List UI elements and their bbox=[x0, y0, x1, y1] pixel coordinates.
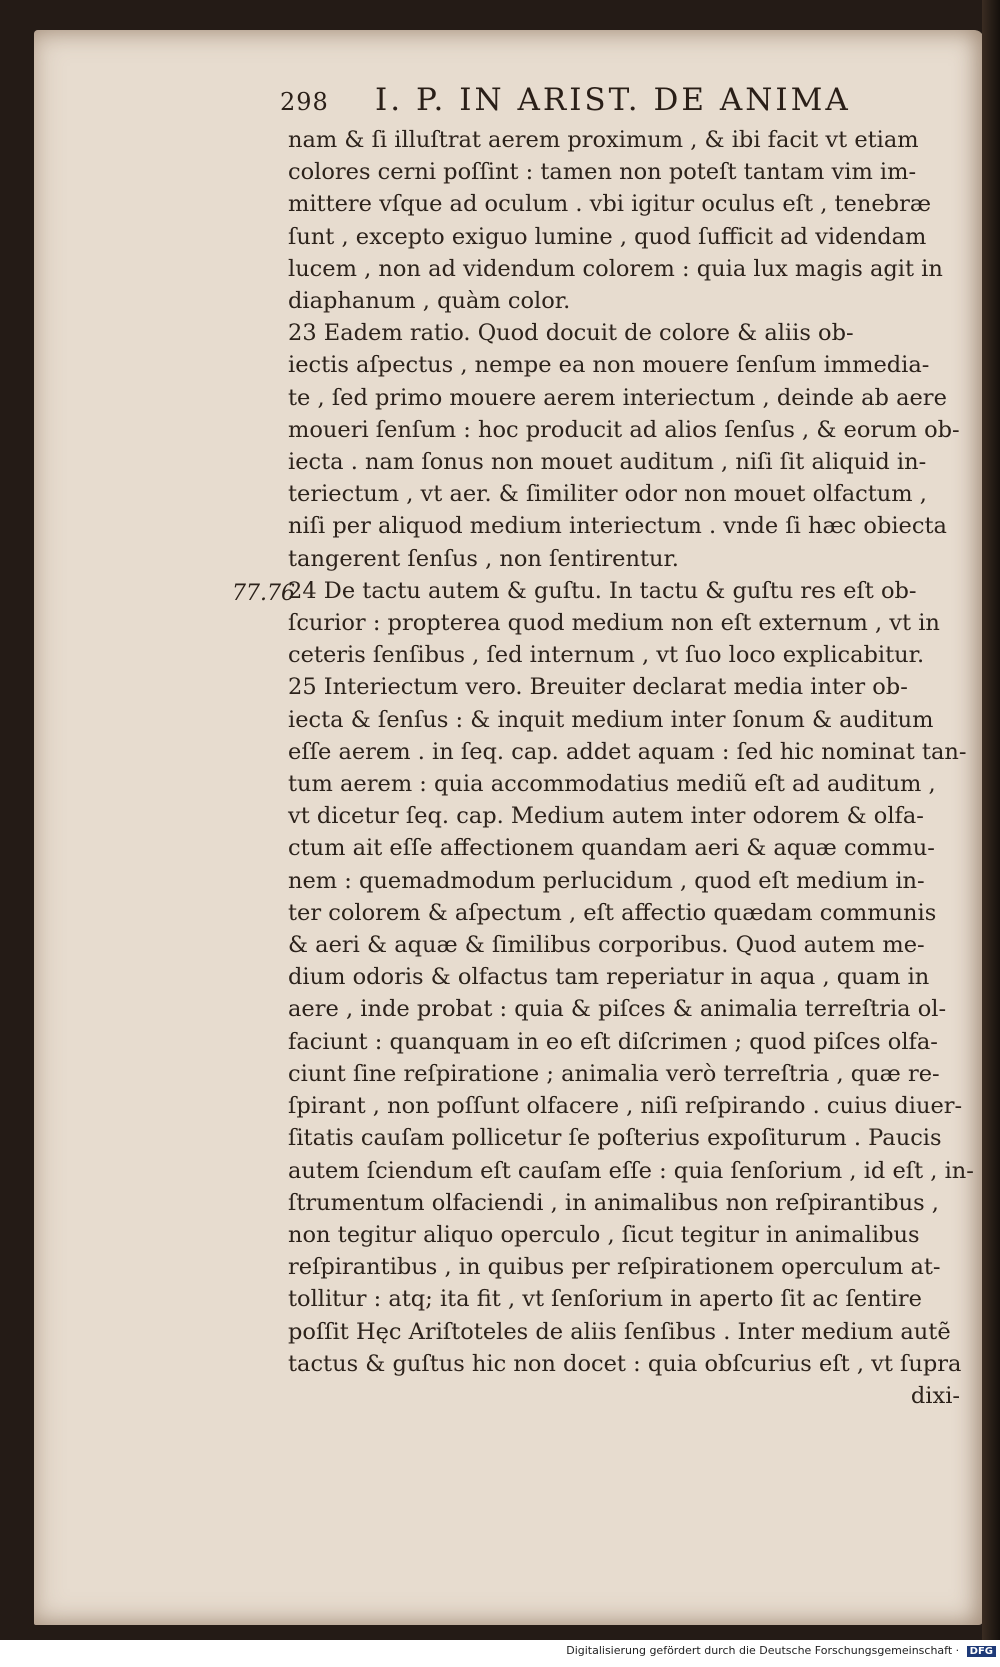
footer-credit: Digitalisierung gefördert durch die Deutsche Forschungsgemeinschaft · DFG bbox=[0, 1644, 996, 1664]
text-line: 24 De tactu autem & guſtu. In tactu & guſtu res eſt ob- bbox=[288, 577, 917, 604]
text-line: dixi- bbox=[910, 1382, 960, 1409]
text-line: 25 Interiectum vero. Breuiter declarat media inter ob- bbox=[288, 674, 908, 701]
text-line: diaphanum , quàm color. bbox=[288, 288, 571, 315]
text-line: ſitatis cauſam pollicetur ſe poſterius expoſiturum . Paucis bbox=[288, 1125, 942, 1152]
text-line: niſi per aliquod medium interiectum . vnde ſi hæc obiecta bbox=[288, 513, 947, 540]
text-line: non tegitur aliquo operculo , ſicut tegitur in animalibus bbox=[288, 1221, 920, 1248]
text-line: moueri ſenſum : hoc producit ad alios ſenſus , & eorum ob- bbox=[288, 416, 960, 443]
text-line: te , ſed primo mouere aerem interiectum , deinde ab aere bbox=[288, 384, 947, 411]
book-edge bbox=[982, 0, 1000, 1640]
text-line: ctum ait eſſe affectionem quandam aeri & aquæ commu- bbox=[288, 835, 935, 862]
text-line: nem : quemadmodum perlucidum , quod eſt medium in- bbox=[288, 867, 925, 894]
text-line: 23 Eadem ratio. Quod docuit de colore & aliis ob- bbox=[288, 320, 854, 347]
text-line: ter colorem & aſpectum , eſt affectio quædam communis bbox=[288, 899, 937, 926]
marginal-note: 77.76 bbox=[232, 581, 295, 606]
text-line: tollitur : atq; ita fit , vt ſenſorium in aperto ſit ac ſentire bbox=[288, 1286, 922, 1313]
text-line: ſunt , excepto exiguo lumine , quod ſufficit ad videndam bbox=[288, 223, 927, 250]
text-line: eſſe aerem . in ſeq. cap. addet aquam : ſed hic nominat tan- bbox=[288, 738, 967, 765]
text-line: poſſit Hęc Ariſtoteles de aliis ſenſibus . Inter medium autẽ bbox=[288, 1318, 951, 1345]
text-line: colores cerni poſſint : tamen non poteſt tantam vim im- bbox=[288, 159, 917, 186]
text-line: teriectum , vt aer. & ſimiliter odor non mouet olfactum , bbox=[288, 481, 927, 508]
dfg-logo: DFG bbox=[967, 1646, 996, 1657]
text-line: aere , inde probat : quia & piſces & animalia terreſtria ol- bbox=[288, 996, 947, 1023]
text-line: ceteris ſenſibus , ſed internum , vt ſuo loco explicabitur. bbox=[288, 642, 925, 669]
text-line: tum aerem : quia accommodatius mediũ eſt ad auditum , bbox=[288, 771, 936, 798]
text-line: lucem , non ad videndum colorem : quia lux magis agit in bbox=[288, 255, 943, 282]
text-line: tactus & guſtus hic non docet : quia obſcurius eſt , vt ſupra bbox=[288, 1350, 962, 1377]
text-line: nam & ſi illuſtrat aerem proximum , & ibi facit vt etiam bbox=[288, 127, 919, 153]
text-line: ſcurior : propterea quod medium non eſt externum , vt in bbox=[288, 610, 940, 637]
text-line: ciunt ſine reſpiratione ; animalia verò terreſtria , quæ re- bbox=[288, 1060, 940, 1087]
text-line: reſpirantibus , in quibus per reſpirationem operculum at- bbox=[288, 1254, 941, 1281]
text-line: faciunt : quanquam in eo eſt diſcrimen ; quod piſces olfa- bbox=[288, 1028, 938, 1055]
text-line: mittere vſque ad oculum . vbi igitur oculus eſt , tenebræ bbox=[288, 191, 931, 218]
text-line: iecta & ſenſus : & inquit medium inter ſonum & auditum bbox=[288, 706, 934, 733]
page-header bbox=[280, 82, 880, 122]
text-line: autem ſciendum eſt cauſam eſſe : quia ſenſorium , id eſt , in- bbox=[288, 1157, 974, 1184]
text-line: iecta . nam ſonus non mouet auditum , niſi ſit aliquid in- bbox=[288, 449, 927, 476]
page-number: 298 bbox=[280, 88, 329, 116]
text-line: ſpirant , non poſſunt olfacere , niſi reſpirando . cuius diuer- bbox=[288, 1093, 963, 1120]
text-line: & aeri & aquæ & ſimilibus corporibus. Quod autem me- bbox=[288, 932, 925, 959]
running-title: I. P. IN ARIST. DE ANIMA bbox=[375, 82, 851, 118]
text-line: vt dicetur ſeq. cap. Medium autem inter odorem & olfa- bbox=[288, 803, 924, 830]
text-line: iectis aſpectus , nempe ea non mouere ſenſum immedia- bbox=[288, 352, 930, 379]
footer-credit-text: Digitalisierung gefördert durch die Deutsche Forschungsgemeinschaft bbox=[566, 1644, 953, 1657]
text-line: dium odoris & olfactus tam reperiatur in aqua , quam in bbox=[288, 964, 930, 991]
text-line: tangerent ſenſus , non ſentirentur. bbox=[288, 545, 679, 572]
text-line: ſtrumentum olfaciendi , in animalibus non reſpirantibus , bbox=[288, 1189, 939, 1216]
body-text bbox=[288, 124, 974, 1412]
